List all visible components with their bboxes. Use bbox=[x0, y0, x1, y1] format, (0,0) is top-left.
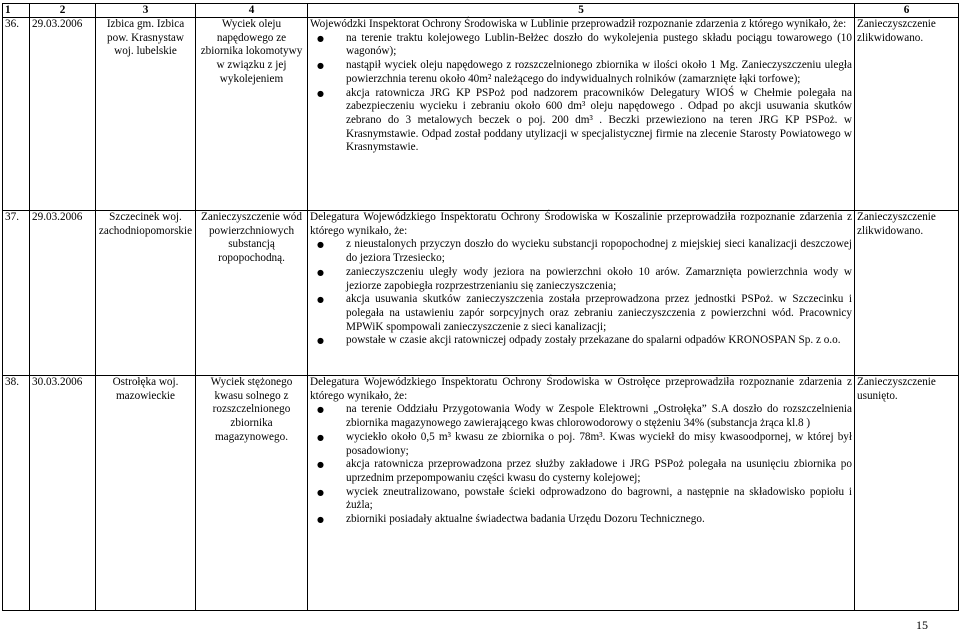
incident-table bbox=[2, 3, 959, 611]
description-intro: Delegatura Wojewódzkiego Inspektoratu Ochrony Środowiska w Koszalinie przeprowadziła rozpoznanie zdarzenia z którego wynikało, że: bbox=[310, 211, 852, 237]
description-list bbox=[310, 32, 852, 155]
entry-status: Zanieczyszczenie zlikwidowano. bbox=[855, 18, 959, 211]
description-intro: Delegatura Wojewódzkiego Inspektoratu Ochrony Środowiska w Ostrołęce przeprowadziła rozpoznanie zdarzenia z którego wynikało, że: bbox=[310, 376, 852, 402]
description-item: ● wyciek zneutralizowano, powstałe ścieki odprowadzono do bagrowni, a następnie na składowisko popiołu i żużla; bbox=[310, 486, 852, 513]
description-item: ● akcja usuwania skutków zanieczyszczenia została przeprowadzona przez jednostki PSPoż. w Szczecinku i polegała na ustawieniu zapór sorpcyjnych oraz zebraniu zanieczyszczenia z powierzchni wód. Pracownicy MPWiK spompowali zanieczyszczenie z sieci kanalizacji; bbox=[310, 293, 852, 334]
description-list bbox=[310, 238, 852, 348]
column-header-date: 2 bbox=[30, 4, 96, 18]
table-row bbox=[3, 211, 959, 376]
entry-date: 30.03.2006 bbox=[30, 376, 96, 611]
column-header-event: 4 bbox=[196, 4, 308, 18]
entry-event: Zanieczyszczenie wód powierzchniowych substancją ropopochodną. bbox=[196, 211, 308, 376]
description-item: ● z nieustalonych przyczyn doszło do wycieku substancji ropopochodnej z miejskiej sieci kanalizacji deszczowej do jeziora Trzesiecko; bbox=[310, 238, 852, 265]
description-item: ● nastąpił wyciek oleju napędowego z rozszczelnionego zbiornika w ilości około 1 Mg. Zanieczyszczeniu uległa powierzchnia terenu około 40m² należącego do indywidualnych rolników (zamarznięte łąki torfowe); bbox=[310, 59, 852, 86]
table-row bbox=[3, 376, 959, 611]
entry-status: Zanieczyszczenie zlikwidowano. bbox=[855, 211, 959, 376]
table-header-row bbox=[3, 4, 959, 18]
description-item: ● zbiorniki posiadały aktualne świadectwa badania Urzędu Dozoru Technicznego. bbox=[310, 513, 852, 527]
description-intro: Wojewódzki Inspektorat Ochrony Środowiska w Lublinie przeprowadził rozpoznanie zdarzenia z którego wynikało, że: bbox=[310, 18, 847, 30]
entry-place: Szczecinek woj. zachodniopomorskie bbox=[96, 211, 196, 376]
entry-status: Zanieczyszczenie usunięto. bbox=[855, 376, 959, 611]
page-number: 15 bbox=[916, 618, 928, 632]
description-item: ● na terenie traktu kolejowego Lublin-Bełżec doszło do wykolejenia pustego składu pociągu towarowego (10 wagonów); bbox=[310, 32, 852, 59]
column-header-description: 5 bbox=[308, 4, 855, 18]
column-header-place: 3 bbox=[96, 4, 196, 18]
column-header-status: 6 bbox=[855, 4, 959, 18]
entry-place: Izbica gm. Izbica pow. Krasnystaw woj. lubelskie bbox=[96, 18, 196, 211]
entry-place: Ostrołęka woj. mazowieckie bbox=[96, 376, 196, 611]
description-item: ● akcja ratownicza przeprowadzona przez służby zakładowe i JRG PSPoż polegała na usunięciu zbiornika po uprzednim przepompowaniu części kwasu do cysterny kolejowej; bbox=[310, 458, 852, 485]
table-row bbox=[3, 18, 959, 211]
entry-date: 29.03.2006 bbox=[30, 211, 96, 376]
description-item: ● powstałe w czasie akcji ratowniczej odpady zostały przekazane do spalarni odpadów KRONOSPAN Sp. z o.o. bbox=[310, 334, 852, 348]
entry-event: Wyciek oleju napędowego ze zbiornika lokomotywy w związku z jej wykolejeniem bbox=[196, 18, 308, 211]
column-header-number: 1 bbox=[3, 4, 30, 18]
description-item: ● zanieczyszczeniu uległy wody jeziora na powierzchni około 10 arów. Zamarznięta powierzchnia wody w jeziorze zapobiegła rozprzestrzenianiu się zanieczyszczenia; bbox=[310, 266, 852, 293]
description-item: ● wyciekło około 0,5 m³ kwasu ze zbiornika o poj. 78m³. Kwas wyciekł do misy kwasoodpornej, w której był posadowiony; bbox=[310, 431, 852, 458]
entry-number: 37. bbox=[3, 211, 30, 376]
entry-description bbox=[308, 211, 855, 376]
description-list bbox=[310, 403, 852, 526]
entry-description bbox=[308, 18, 855, 211]
entry-number: 36. bbox=[3, 18, 30, 211]
entry-date: 29.03.2006 bbox=[30, 18, 96, 211]
description-item: ● akcja ratownicza JRG KP PSPoż pod nadzorem pracowników Delegatury WIOŚ w Chełmie polegała na zabezpieczeniu wycieku i zebraniu około 600 dm³ oleju napędowego . Odpad po akcji usuwania skutków zebrano do 3 metalowych beczek o poj. 200 dm³ . Beczki przewieziono na teren JRG KP PSPoż. w Krasnymstawie. Odpad został poddany utylizacji w specjalistycznej firmie na zlecenie Starosty Powiatowego w Krasnymstawie. bbox=[310, 87, 852, 156]
entry-event: Wyciek stężonego kwasu solnego z rozszczelnionego zbiornika magazynowego. bbox=[196, 376, 308, 611]
entry-number: 38. bbox=[3, 376, 30, 611]
description-item: ● na terenie Oddziału Przygotowania Wody w Zespole Elektrowni „Ostrołęka” S.A doszło do rozszczelnienia zbiornika magazynowego zawierającego kwas chlorowodorowy o stężeniu 34% (substancja żrąca kl.8 ) bbox=[310, 403, 852, 430]
entry-description bbox=[308, 376, 855, 611]
